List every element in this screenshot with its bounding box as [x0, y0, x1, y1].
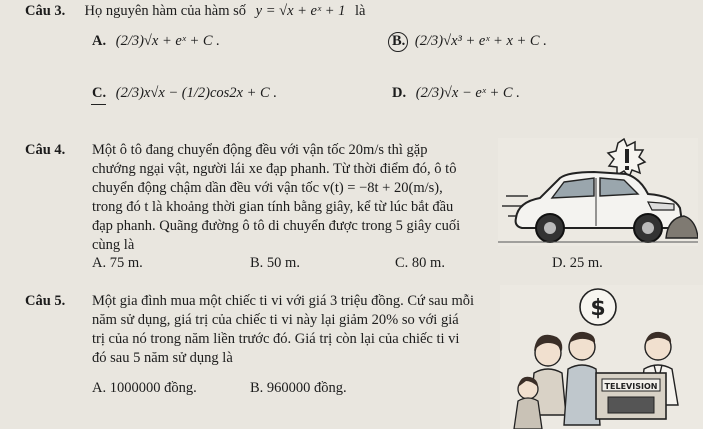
q4-number: Câu 4.	[25, 142, 66, 158]
q3-tail: là	[355, 3, 366, 19]
q5-option-a[interactable]: A. 1000000 đồng.	[92, 380, 197, 396]
q3-option-d[interactable]	[392, 84, 520, 103]
q5-line-2: năm sử dụng, giá trị của chiếc ti vi này lại giảm 20% so với giá	[92, 312, 459, 328]
q4-line-4: trong đó t là khoảng thời gian tính bằng giây, kể từ lúc bắt đầu	[92, 199, 454, 215]
q3-option-d-text: (2/3)√x − eˣ + C .	[415, 85, 520, 101]
dollar-icon	[580, 289, 616, 325]
q3-option-b-label: B.	[392, 33, 406, 49]
q5-line-4: đó sau 5 năm sử dụng là	[92, 350, 233, 366]
q4-option-b[interactable]: B. 50 m.	[250, 255, 300, 271]
q3-stem: Họ nguyên hàm của hàm số	[84, 3, 247, 19]
q3-line	[25, 2, 365, 21]
q4-line-2: chướng ngại vật, người lái xe đạp phanh. Từ thời điểm đó, ô tô	[92, 161, 457, 177]
q3-option-b[interactable]	[392, 32, 547, 51]
q4-line-3: chuyển động chậm dần đều với vận tốc v(t) = −8t + 20(m/s),	[92, 180, 443, 196]
q4-option-c[interactable]: C. 80 m.	[395, 255, 445, 271]
q4-line-1: Một ô tô đang chuyển động đều với vận tốc 20m/s thì gặp	[92, 142, 428, 158]
q5-line-3: trị của nó trong năm liền trước đó. Giá trị còn lại của chiếc ti vi	[92, 331, 460, 347]
q4-option-d[interactable]: D. 25 m.	[552, 255, 603, 271]
q3-option-a[interactable]	[92, 32, 220, 51]
svg-text:$: $	[590, 296, 606, 321]
q3-option-c-text: (2/3)x√x − (1/2)cos2x + C .	[115, 85, 277, 101]
q4-option-a[interactable]: A. 75 m.	[92, 255, 143, 271]
q3-option-a-text: (2/3)√x + eˣ + C .	[115, 33, 220, 49]
q3-number: Câu 3.	[25, 3, 66, 19]
q3-option-d-label: D.	[392, 85, 407, 101]
q3-option-c-label: C.	[92, 85, 107, 101]
q5-line-1: Một gia đình mua một chiếc ti vi với giá 3 triệu đồng. Cứ sau mỗi	[92, 293, 475, 309]
tv-box-label: TELEVISION	[604, 382, 658, 391]
family-buying-tv-illustration	[500, 285, 703, 429]
q3-option-b-text: (2/3)√x³ + eˣ + x + C .	[414, 33, 547, 49]
q4-line-5: đạp phanh. Quãng đường ô tô di chuyển được trong 5 giây cuối	[92, 218, 461, 234]
q5-number: Câu 5.	[25, 293, 66, 309]
q3-option-c[interactable]	[92, 84, 277, 103]
handwritten-underline	[91, 104, 106, 105]
q5-option-b[interactable]: B. 960000 đồng.	[250, 380, 347, 396]
car-brake-illustration	[498, 138, 698, 246]
q3-function: y = √x + eˣ + 1	[255, 3, 346, 19]
q4-line-6: cùng là	[92, 237, 135, 253]
q3-option-a-label: A.	[92, 33, 107, 49]
